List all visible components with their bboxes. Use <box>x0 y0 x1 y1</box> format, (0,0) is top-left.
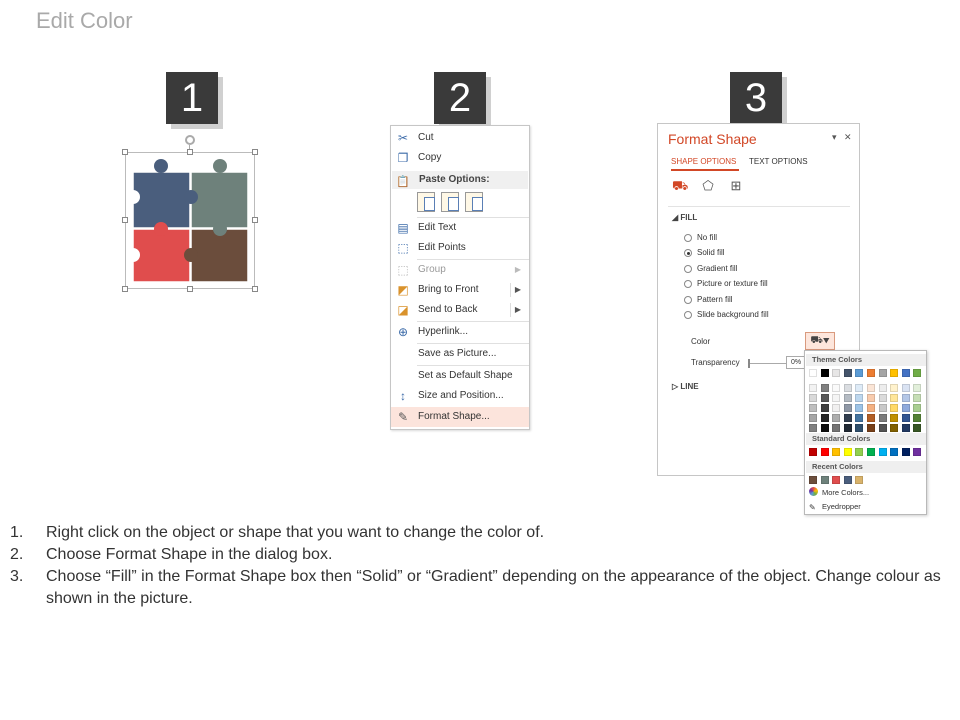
theme-color-swatch[interactable] <box>821 384 829 392</box>
radio-label: No fill <box>697 233 718 242</box>
radio-label: Picture or texture fill <box>697 279 768 288</box>
paste-keep-source-icon[interactable] <box>417 192 435 212</box>
radio-label: Pattern fill <box>697 295 733 304</box>
theme-color-swatch[interactable] <box>844 394 852 402</box>
fill-line-icon[interactable]: ⛟ <box>672 178 689 193</box>
section-label: FILL <box>680 213 698 222</box>
collapse-triangle-icon: ◢ <box>672 213 681 222</box>
submenu-arrow-icon: ▶ <box>514 285 521 294</box>
menu-item-group[interactable] <box>391 260 529 280</box>
pane-separator <box>668 206 850 207</box>
theme-color-swatch[interactable] <box>832 414 840 422</box>
menu-label: Format Shape... <box>418 411 490 422</box>
menu-label: Cut <box>418 132 434 143</box>
transparency-slider[interactable] <box>748 363 788 364</box>
puzzle-knob <box>154 159 168 173</box>
theme-color-swatch[interactable] <box>844 369 852 377</box>
fill-color-button[interactable] <box>805 332 835 350</box>
theme-color-swatch[interactable] <box>913 384 921 392</box>
expand-triangle-icon: ▷ <box>672 382 681 391</box>
edit-points-icon: ⬚ <box>397 241 409 255</box>
theme-color-swatch[interactable] <box>832 424 840 432</box>
theme-color-swatch[interactable] <box>902 424 910 432</box>
standard-color-swatch[interactable] <box>821 448 829 456</box>
theme-color-swatch[interactable] <box>809 424 817 432</box>
resize-handle[interactable] <box>122 286 128 292</box>
effects-pentagon-icon[interactable]: ⬠ <box>702 178 714 193</box>
instruction-item <box>10 544 955 566</box>
radio-label: Solid fill <box>697 248 725 257</box>
menu-label: Group <box>418 264 446 275</box>
theme-color-swatch[interactable] <box>844 404 852 412</box>
eyedropper-label: Eyedropper <box>822 502 861 511</box>
theme-color-swatch[interactable] <box>855 424 863 432</box>
resize-handle[interactable] <box>122 217 128 223</box>
menu-item-cut[interactable] <box>391 128 529 148</box>
theme-color-swatch[interactable] <box>855 369 863 377</box>
menu-item-save-as-picture[interactable] <box>391 344 529 364</box>
hyperlink-icon: ⊕ <box>397 325 409 339</box>
paste-options-header <box>392 171 528 189</box>
tab-text-options[interactable]: TEXT OPTIONS <box>749 157 808 166</box>
instruction-text: Choose Format Shape in the dialog box. <box>46 546 333 563</box>
standard-color-swatch[interactable] <box>913 448 921 456</box>
theme-color-swatch[interactable] <box>809 404 817 412</box>
theme-color-swatch[interactable] <box>867 404 875 412</box>
puzzle-knob <box>184 190 198 204</box>
resize-handle[interactable] <box>122 149 128 155</box>
theme-color-swatch[interactable] <box>832 404 840 412</box>
standard-color-swatch[interactable] <box>890 448 898 456</box>
step-badge-2: 2 <box>434 72 486 124</box>
instruction-number: 3. <box>10 568 24 585</box>
menu-label: Hyperlink... <box>418 326 469 337</box>
fill-section-header[interactable] <box>672 213 697 222</box>
theme-color-swatch[interactable] <box>855 414 863 422</box>
theme-color-swatch[interactable] <box>879 384 887 392</box>
step-badge-1: 1 <box>166 72 218 124</box>
theme-color-swatch[interactable] <box>821 424 829 432</box>
theme-color-swatch[interactable] <box>821 404 829 412</box>
tab-shape-options[interactable]: SHAPE OPTIONS <box>671 157 737 166</box>
eyedropper-link[interactable] <box>809 501 861 513</box>
menu-label: Save as Picture... <box>418 348 497 359</box>
resize-handle[interactable] <box>187 286 193 292</box>
scissors-icon: ✂ <box>397 131 409 145</box>
standard-color-swatch[interactable] <box>832 448 840 456</box>
group-icon: ⬚ <box>397 263 409 277</box>
theme-color-swatch[interactable] <box>832 394 840 402</box>
recent-color-swatch[interactable] <box>821 476 829 484</box>
resize-handle[interactable] <box>252 217 258 223</box>
transparency-input[interactable]: 0% <box>786 356 806 369</box>
more-colors-label: More Colors... <box>822 488 870 497</box>
standard-color-swatch[interactable] <box>855 448 863 456</box>
color-wheel-icon <box>809 487 818 496</box>
size-properties-icon[interactable]: ⊞ <box>730 178 742 193</box>
theme-color-swatch[interactable] <box>879 414 887 422</box>
radio-button[interactable] <box>684 280 692 288</box>
theme-color-swatch[interactable] <box>867 424 875 432</box>
theme-color-swatch[interactable] <box>832 384 840 392</box>
puzzle-knob <box>213 222 227 236</box>
copy-icon: ❐ <box>397 151 409 165</box>
theme-color-swatch[interactable] <box>821 414 829 422</box>
menu-item-send-to-back[interactable] <box>391 300 529 320</box>
theme-color-swatch[interactable] <box>902 369 910 377</box>
recent-color-swatch[interactable] <box>844 476 852 484</box>
bring-to-front-icon: ◩ <box>397 283 409 297</box>
menu-label: Set as Default Shape <box>418 370 513 381</box>
theme-color-swatch[interactable] <box>879 394 887 402</box>
menu-label: Size and Position... <box>418 390 504 401</box>
recent-color-swatch[interactable] <box>809 476 817 484</box>
line-section-header[interactable] <box>672 382 699 391</box>
theme-color-swatch[interactable] <box>879 404 887 412</box>
recent-color-swatch[interactable] <box>855 476 863 484</box>
puzzle-piece-brown[interactable] <box>191 229 248 282</box>
edit-text-icon: ▤ <box>397 221 409 235</box>
menu-label: Edit Points <box>418 242 466 253</box>
close-icon[interactable]: ✕ <box>844 132 852 142</box>
submenu-arrow-icon: ▶ <box>514 305 521 314</box>
theme-color-swatch[interactable] <box>821 369 829 377</box>
theme-color-swatch[interactable] <box>844 384 852 392</box>
theme-color-swatch[interactable] <box>890 404 898 412</box>
theme-color-swatch[interactable] <box>832 369 840 377</box>
paste-picture-icon[interactable] <box>465 192 483 212</box>
theme-color-swatch[interactable] <box>867 384 875 392</box>
instruction-text: Choose “Fill” in the Format Shape box then “Solid” or “Gradient” depending on the appearance of the object. Change colour as shown in the picture. <box>46 568 941 607</box>
menu-item-copy[interactable] <box>391 148 529 168</box>
chevron-down-icon: ▾ <box>822 335 830 346</box>
more-colors-link[interactable] <box>809 487 869 499</box>
theme-color-swatch[interactable] <box>855 394 863 402</box>
menu-item-set-default-shape[interactable] <box>391 366 529 386</box>
theme-color-swatch[interactable] <box>844 424 852 432</box>
active-tab-indicator <box>671 169 739 171</box>
theme-color-swatch[interactable] <box>855 384 863 392</box>
menu-label: Paste Options: <box>419 174 490 185</box>
color-label: Color <box>691 337 711 346</box>
menu-label: Bring to Front <box>418 284 479 295</box>
recent-colors-header: Recent Colors <box>806 461 926 473</box>
theme-color-swatch[interactable] <box>809 414 817 422</box>
menu-item-edit-points[interactable] <box>391 238 529 258</box>
radio-button[interactable] <box>684 265 692 273</box>
puzzle-knob <box>184 248 198 262</box>
radio-label: Gradient fill <box>697 264 738 273</box>
section-label: LINE <box>680 382 699 391</box>
theme-color-swatch[interactable] <box>821 394 829 402</box>
step-badge-3: 3 <box>730 72 782 124</box>
puzzle-knob <box>154 222 168 236</box>
submenu-arrow-icon: ▶ <box>514 265 521 274</box>
theme-color-swatch[interactable] <box>867 369 875 377</box>
theme-color-swatch[interactable] <box>890 424 898 432</box>
instruction-number: 2. <box>10 546 24 563</box>
paint-bucket-icon: ⛟ <box>810 335 823 346</box>
radio-button[interactable] <box>684 249 692 257</box>
puzzle-graphic[interactable] <box>125 135 255 290</box>
puzzle-knob <box>213 159 227 173</box>
radio-button[interactable] <box>684 311 692 319</box>
instruction-list <box>10 522 955 610</box>
puzzle-piece-green[interactable] <box>191 172 248 228</box>
theme-color-swatch[interactable] <box>809 394 817 402</box>
theme-color-swatch[interactable] <box>902 404 910 412</box>
radio-label: Slide background fill <box>697 310 769 319</box>
menu-item-size-and-position[interactable] <box>391 386 529 406</box>
paste-option-buttons <box>417 192 483 214</box>
menu-label: Copy <box>418 152 442 163</box>
menu-item-bring-to-front[interactable] <box>391 280 529 300</box>
send-to-back-icon: ◪ <box>397 303 409 317</box>
puzzle-piece-red[interactable] <box>133 229 190 282</box>
theme-color-swatch[interactable] <box>809 384 817 392</box>
standard-color-swatch[interactable] <box>902 448 910 456</box>
theme-color-swatch[interactable] <box>913 414 921 422</box>
menu-label: Edit Text <box>418 222 457 233</box>
paste-destination-theme-icon[interactable] <box>441 192 459 212</box>
pane-title: Format Shape <box>668 131 757 147</box>
theme-color-swatch[interactable] <box>867 394 875 402</box>
menu-label: Send to Back <box>418 304 478 315</box>
standard-color-swatch[interactable] <box>867 448 875 456</box>
context-menu <box>390 125 530 430</box>
standard-color-swatch[interactable] <box>844 448 852 456</box>
theme-color-swatch[interactable] <box>879 424 887 432</box>
radio-button[interactable] <box>684 296 692 304</box>
theme-color-swatch[interactable] <box>890 394 898 402</box>
radio-button[interactable] <box>684 234 692 242</box>
slider-thumb[interactable] <box>748 359 750 368</box>
theme-color-swatch[interactable] <box>867 414 875 422</box>
recent-color-swatch[interactable] <box>832 476 840 484</box>
color-palette-dropdown <box>804 350 927 515</box>
theme-color-swatch[interactable] <box>890 414 898 422</box>
slide-title: Edit Color <box>36 8 133 33</box>
theme-color-swatch[interactable] <box>913 424 921 432</box>
transparency-label: Transparency <box>691 358 740 367</box>
resize-handle[interactable] <box>252 286 258 292</box>
theme-color-swatch[interactable] <box>902 394 910 402</box>
instruction-text: Right click on the object or shape that you want to change the color of. <box>46 524 545 541</box>
instruction-number: 1. <box>10 524 24 541</box>
theme-color-swatch[interactable] <box>844 414 852 422</box>
menu-item-format-shape[interactable] <box>391 407 529 427</box>
theme-color-swatch[interactable] <box>913 369 921 377</box>
puzzle-knob <box>126 248 140 262</box>
split-divider <box>510 283 511 297</box>
theme-color-swatch[interactable] <box>890 369 898 377</box>
theme-color-swatch[interactable] <box>855 404 863 412</box>
menu-item-edit-text[interactable] <box>391 218 529 238</box>
puzzle-piece-blue[interactable] <box>133 172 190 228</box>
puzzle-knob <box>126 190 140 204</box>
instruction-item <box>10 522 955 544</box>
menu-item-hyperlink[interactable] <box>391 322 529 342</box>
clipboard-icon: 📋 <box>396 176 410 188</box>
resize-handle[interactable] <box>187 149 193 155</box>
pane-options-dropdown-icon[interactable]: ▾ <box>832 132 837 142</box>
theme-color-swatch[interactable] <box>902 414 910 422</box>
theme-color-swatch[interactable] <box>879 369 887 377</box>
instruction-item <box>10 566 955 610</box>
theme-color-swatch[interactable] <box>890 384 898 392</box>
format-shape-icon: ✎ <box>397 410 409 424</box>
puzzle-shape-selection[interactable] <box>125 135 255 290</box>
split-divider <box>510 303 511 317</box>
size-position-icon: ↕ <box>400 389 406 403</box>
standard-colors-header: Standard Colors <box>806 433 926 445</box>
resize-handle[interactable] <box>252 149 258 155</box>
theme-color-swatch[interactable] <box>902 384 910 392</box>
standard-color-swatch[interactable] <box>879 448 887 456</box>
theme-colors-header: Theme Colors <box>806 354 926 366</box>
theme-color-swatch[interactable] <box>809 369 817 377</box>
eyedropper-icon: ✎ <box>809 503 816 512</box>
theme-color-swatch[interactable] <box>913 394 921 402</box>
theme-color-swatch[interactable] <box>913 404 921 412</box>
standard-color-swatch[interactable] <box>809 448 817 456</box>
